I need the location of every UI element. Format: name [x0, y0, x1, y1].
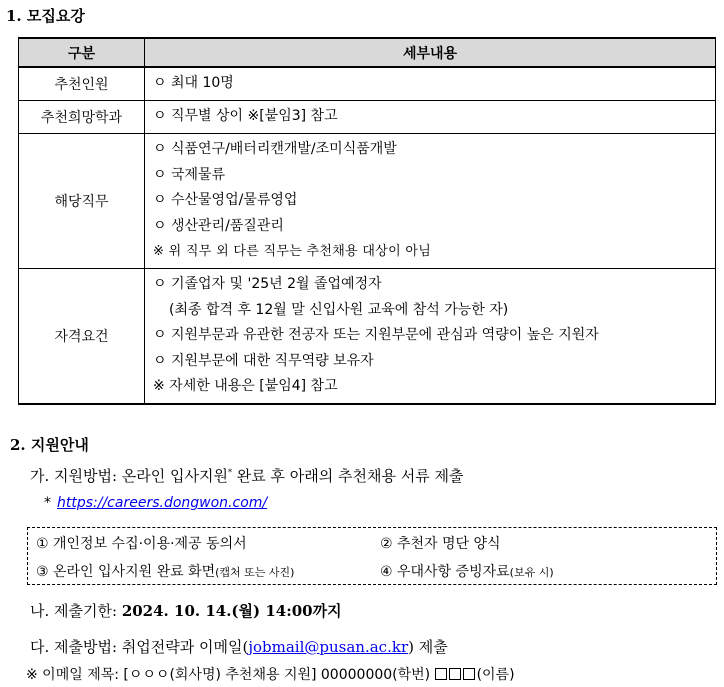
row-details: [145, 134, 716, 269]
table-header-row: [19, 38, 716, 67]
table-row: [19, 134, 716, 269]
submission-deadline: 나. 제출기한: 2024. 10. 14.(월) 14:00까지: [30, 602, 342, 620]
row-details: [145, 268, 716, 403]
row-category: 해당직무: [19, 134, 145, 269]
detail-line: (최종 합격 후 12월 말 신입사원 교육에 참석 가능한 자): [169, 301, 509, 318]
detail-line: ㅇ 생산관리/품질관리: [153, 217, 284, 234]
row-category: 자격요건: [19, 268, 145, 403]
detail-note: ※ 위 직무 외 다른 직무는 추천채용 대상이 아님: [153, 244, 432, 260]
recruitment-table: [18, 37, 716, 405]
email-link[interactable]: jobmail@pusan.ac.kr: [248, 638, 409, 656]
name-box-icon: [435, 668, 447, 680]
document-item: ① 개인정보 수집·이용·제공 동의서: [36, 536, 247, 552]
document-item: ④ 우대사항 증빙자료(보유 시): [380, 564, 554, 580]
detail-line: ㅇ 지원부문에 대한 직무역량 보유자: [153, 352, 374, 369]
detail-note: ※ 자세한 내용은 [붙임4] 참고: [153, 378, 338, 395]
detail-line: ㅇ 식품연구/배터리캔개발/조미식품개발: [153, 141, 397, 157]
row-category: 추천희망학과: [19, 101, 145, 134]
document-item: ② 추천자 명단 양식: [380, 536, 501, 552]
table-row: [19, 268, 716, 403]
method-suffix: 완료 후 아래의 추천채용 서류 제출: [232, 467, 464, 485]
detail-line: ㅇ 수산물영업/물류영업: [153, 192, 298, 209]
detail-line: ㅇ 국제물류: [153, 166, 226, 183]
document-item: ③ 온라인 입사지원 완료 화면(캡처 또는 사진): [36, 564, 295, 580]
detail-line: ㅇ 기졸업자 및 '25년 2월 졸업예정자: [153, 275, 382, 292]
careers-link[interactable]: https://careers.dongwon.com/: [57, 495, 268, 511]
name-box-icon: [449, 668, 461, 680]
header-category: 구분: [19, 38, 145, 67]
deadline-value: 2024. 10. 14.(월) 14:00: [121, 602, 313, 620]
application-method: [30, 465, 464, 486]
table-row: [19, 101, 716, 134]
method-footnote-mark: *: [228, 468, 233, 477]
section1-title: 1. 모집요강: [6, 7, 85, 25]
section2-title: 2. 지원안내: [10, 436, 89, 454]
url-star: *: [44, 495, 51, 511]
row-category: 추천인원: [19, 67, 145, 101]
detail-line: ㅇ 지원부문과 유관한 전공자 또는 지원부문에 관심과 역량이 높은 지원자: [153, 327, 599, 344]
row-details: [145, 101, 716, 134]
row-details: [145, 67, 716, 101]
documents-box: [27, 527, 717, 585]
name-box-icon: [463, 668, 475, 680]
careers-url-line: [44, 495, 267, 511]
header-details: 세부내용: [145, 38, 716, 67]
method-prefix: 가. 지원방법: 온라인 입사지원: [30, 467, 229, 485]
email-subject-note: ※ 이메일 제목: [ㅇㅇㅇ(회사명) 추천채용 지원] 00000000(학번) (이름): [26, 667, 515, 683]
table-row: [19, 67, 716, 101]
detail-line: ㅇ 최대 10명: [153, 75, 234, 92]
detail-line: ㅇ 직무별 상이 ※[붙임3] 참고: [153, 108, 338, 125]
submission-method: 다. 제출방법: 취업전략과 이메일(jobmail@pusan.ac.kr) 제출: [30, 638, 448, 656]
